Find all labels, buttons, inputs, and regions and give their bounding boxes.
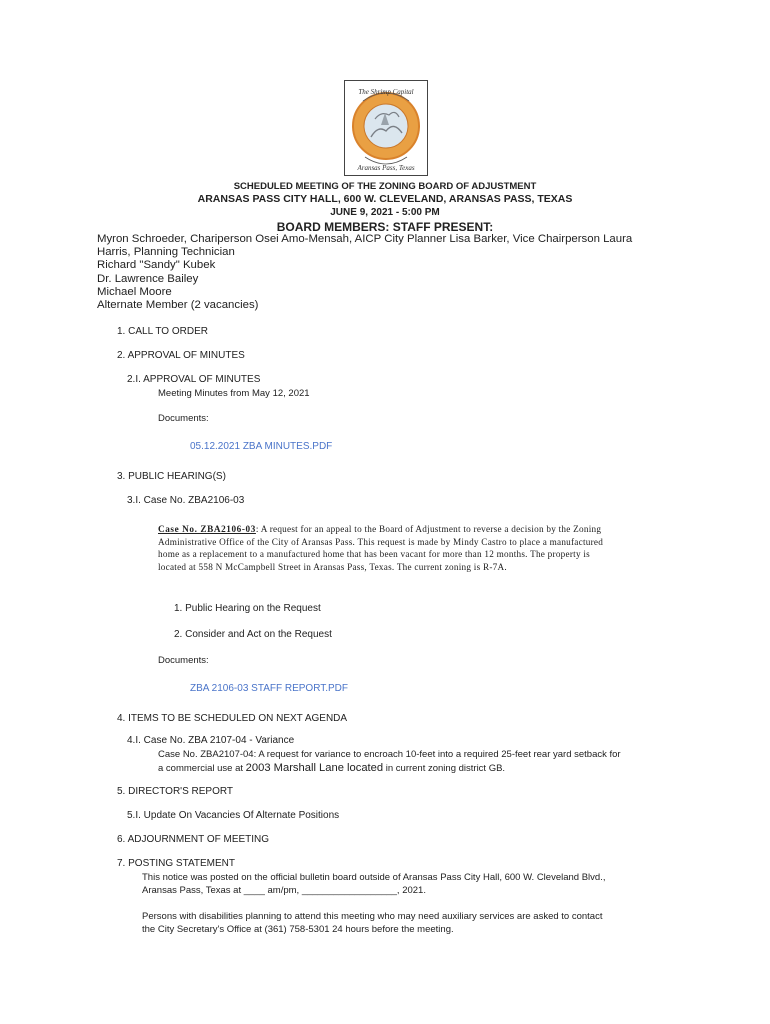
seal-text-bottom: Aransas Pass, Texas <box>357 164 415 172</box>
agenda-subitem-case-zba2107-04: 4.I. Case No. ZBA 2107-04 - Variance <box>127 735 295 746</box>
agenda-item-directors-report: 5. DIRECTOR'S REPORT <box>117 786 234 797</box>
member-line: Michael Moore <box>97 285 172 298</box>
staff-report-pdf-link[interactable]: ZBA 2106-03 STAFF REPORT.PDF <box>190 683 349 694</box>
variance-address: 2003 Marshall Lane located <box>245 762 384 774</box>
agenda-item-call-to-order: 1. CALL TO ORDER <box>117 326 208 337</box>
minutes-pdf-link[interactable]: 05.12.2021 ZBA MINUTES.PDF <box>190 441 333 452</box>
member-line: Myron Schroeder, Chariperson Osei Amo-Mensah, AICP City Planner Lisa Barker, Vice Chairperson Laura <box>97 233 633 245</box>
agenda-subitem-vacancies: 5.I. Update On Vacancies Of Alternate Positions <box>127 810 340 821</box>
minutes-description: Meeting Minutes from May 12, 2021 <box>158 388 310 399</box>
case-text-line: : A request for an appeal to the Board of Adjustment to reverse a decision by the Zoning <box>255 524 602 534</box>
member-line: Dr. Lawrence Bailey <box>97 272 199 285</box>
meeting-title: SCHEDULED MEETING OF THE ZONING BOARD OF ADJUSTMENT <box>233 181 537 192</box>
case-number-bold: Case No. ZBA2106-03 <box>158 524 256 534</box>
agenda-item-approval-of-minutes: 2. APPROVAL OF MINUTES <box>117 350 245 361</box>
case-description <box>158 523 678 573</box>
subitem-public-hearing: 1. Public Hearing on the Request <box>174 603 321 614</box>
agenda-item-public-hearings: 3. PUBLIC HEARING(S) <box>117 471 226 482</box>
variance-text: a commercial use at <box>158 763 246 774</box>
agenda-item-adjournment: 6. ADJOURNMENT OF MEETING <box>117 834 270 845</box>
seal-text-top: The Shrimp Capital <box>358 88 414 96</box>
meeting-date: JUNE 9, 2021 - 5:00 PM <box>330 207 440 218</box>
meeting-location: ARANSAS PASS CITY HALL, 600 W. CLEVELAND, ARANSAS PASS, TEXAS <box>197 193 573 205</box>
agenda-subitem-approval-of-minutes: 2.I. APPROVAL OF MINUTES <box>127 374 261 385</box>
seal-graphic <box>345 81 427 175</box>
variance-description-line: Case No. ZBA2107-04: A request for variance to encroach 10-feet into a required 25-feet rear yard setback for <box>158 749 621 760</box>
agenda-item-next-agenda: 4. ITEMS TO BE SCHEDULED ON NEXT AGENDA <box>117 713 348 724</box>
disability-notice-line: Persons with disabilities planning to attend this meeting who may need auxiliary services are asked to contact <box>142 911 603 922</box>
agenda-subitem-case-zba2106-03: 3.I. Case No. ZBA2106-03 <box>127 495 245 506</box>
members-heading: BOARD MEMBERS: STAFF PRESENT: <box>276 220 494 234</box>
city-seal-logo <box>344 80 428 176</box>
disability-notice-line: the City Secretary's Office at (361) 758-5301 24 hours before the meeting. <box>142 924 454 935</box>
variance-text: in current zoning district GB. <box>383 763 506 774</box>
case-text-line: home as a replacement to a manufactured home that has been vacant for more than 12 months. The property is <box>158 549 590 560</box>
member-line: Richard "Sandy" Kubek <box>97 259 216 272</box>
posting-text-line: This notice was posted on the official bulletin board outside of Aransas Pass City Hall, 600 W. Cleveland Blvd., <box>142 872 606 883</box>
variance-description-line <box>158 762 505 774</box>
member-line: Alternate Member (2 vacancies) <box>97 299 259 312</box>
agenda-item-posting-statement: 7. POSTING STATEMENT <box>117 858 235 869</box>
case-text-line: located at 558 N McCampbell Street in Aransas Pass, Texas. The current zoning is R-7A. <box>158 561 507 572</box>
member-line: Harris, Planning Technician <box>97 246 235 259</box>
documents-label: Documents: <box>158 655 209 666</box>
case-text-line: Administrative Office of the City of Aransas Pass. This request is made by Mindy Castro to place a manufactured <box>158 536 604 547</box>
posting-text-line: Aransas Pass, Texas at ____ am/pm, __________________, 2021. <box>142 885 426 896</box>
members-list <box>97 233 657 312</box>
subitem-consider-and-act: 2. Consider and Act on the Request <box>174 629 332 640</box>
documents-label: Documents: <box>158 413 209 424</box>
